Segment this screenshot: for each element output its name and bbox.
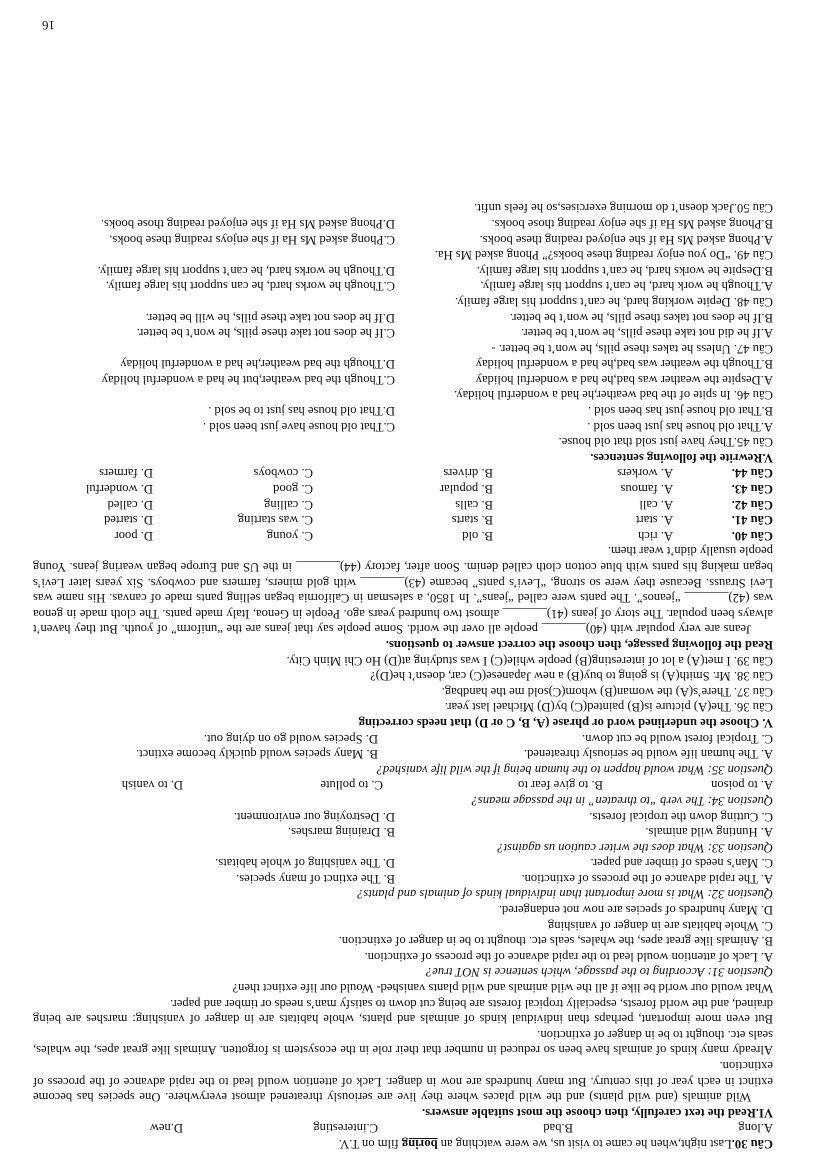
- option-b: B. The extinct of many species.: [236, 871, 395, 886]
- option-c: C.Though he works hard, he can support his large family.: [105, 279, 395, 294]
- option-a: A. Lack of attention would lead to the rapid advance of the process of extinction.: [364, 949, 773, 964]
- option-c: C. good: [273, 482, 313, 497]
- option-d: D. called: [107, 497, 153, 512]
- question-number: Câu 41.: [731, 513, 773, 528]
- option-c: C. young: [266, 528, 313, 543]
- q46-options-row-2: [33, 356, 773, 372]
- option-c: C. calling: [264, 497, 313, 512]
- option-a: A. rich: [638, 528, 673, 543]
- q40-options: [33, 527, 773, 543]
- question-33-stem: Question 33: What does the writer caution us against?: [497, 840, 773, 855]
- cloze-passage: Jeans are very popular with (40)_______ people all over the world. Some people say that jeans are the “uniform” of youth. But they haven’t always been popular. The story of jeans (41)_______ almost two hundred years ago. People in Genoa, Italy made pants. The cloth made in genoa was (42)_______ “jeanos”. The pants were called “jeans”. In 1850, a salesman in California began selling pants made of canvas. His name was Levi Strauss. Because they were so strong, “Levi’s pants” became (43)_______ with gold miners, farmers and cowboys. Six years later Levi’s began making his pants with blue cotton cloth called denim. Soon after, factory (44)_______ in the US and Europe began wearing jeans. Young people usually didn’t wear them.: [33, 544, 773, 637]
- q45-options-row-1: [33, 418, 773, 434]
- option-a: A.If he did not take these pills, he won’t be better.: [521, 326, 773, 341]
- question-number: Câu 43.: [731, 482, 773, 497]
- option-b: B. to give fear to: [518, 778, 603, 793]
- option-a: A.long: [738, 1121, 773, 1136]
- section-heading: Read the following passage, then choose the correct answer to questions.: [385, 638, 773, 652]
- section-heading: VI.Read the text carefully, then choose the most suitable answers.: [422, 1105, 773, 1120]
- option-c: C. was starting: [237, 513, 313, 528]
- option-b: B. calls: [455, 497, 493, 512]
- q41-options: [33, 512, 773, 528]
- question-number: Câu 44.: [731, 466, 773, 481]
- option-a: A. The human life would be seriously threatened.: [523, 747, 773, 762]
- option-b: B.If he does not takes these pills, he won’t be better.: [509, 310, 773, 325]
- error-question-39: Câu 39. I met(A) a lot of interesting(B) people while(C) I was studying at(D) Ho Chi Minh City.: [286, 653, 773, 668]
- option-d: D. Destroying our environment.: [233, 809, 395, 824]
- option-b: B. starts: [451, 513, 493, 528]
- question-text: Last night,when he came to visit us, we were watching an: [437, 1137, 732, 1151]
- passage-paragraph: But even more important, perhaps than individual kinds of animals and plants, whole habitats are in danger of vanishing: marshes are being drained, and the world forests, especially tropical forests are being cut down to satisfy man’s needs or timber and paper.: [33, 996, 773, 1027]
- question-30: [33, 1135, 773, 1151]
- passage-paragraph: [33, 1057, 773, 1104]
- option-c: C. to pollute: [320, 778, 383, 793]
- q43-options: [33, 480, 773, 496]
- error-question-37: Câu 37. There’s(A) the woman(B) whom(C)sold me the handbag.: [441, 684, 773, 699]
- option-b: B. Draining marshes.: [287, 825, 395, 840]
- option-d: D. The vanishing of whole habitats.: [215, 856, 395, 871]
- question-number: Câu 30.: [731, 1137, 773, 1151]
- option-a: A.Despite the weather was bad,he had a wonderful holiday: [475, 372, 773, 387]
- page-content: [33, 200, 773, 1151]
- underlined-word: boring: [401, 1137, 438, 1151]
- option-d: D.If he does not take these pills, he will be better.: [145, 310, 395, 325]
- q34-options: [33, 777, 773, 793]
- q48-options-row-1: [33, 278, 773, 294]
- passage-paragraph: What would our world be like if all the wild animals and wild plants vanished- Would our life extinct then?: [232, 981, 773, 996]
- passage-paragraph: Already many kinds of animals have been so reduced in number that their role in the ecosystem is forgotten. Animals like great apes, the whales, seals etc. thought to be in danger of extinction.: [33, 1027, 773, 1058]
- q44-options: [33, 465, 773, 481]
- option-d: D.Though the bad weather,he had a wonderful holiday: [120, 357, 395, 372]
- option-d: D.That old house has just to be sold .: [208, 404, 395, 419]
- section-heading: V.Rewrite the following sentences.: [590, 450, 773, 465]
- error-question-38: Câu 38. Mr. Smith(A) is going to buy(B) a new Japanese(C) car, doesn’t he(D)?: [370, 669, 773, 684]
- option-b: B.bad: [543, 1121, 573, 1136]
- question-46-stem: Câu 46. In spite of the bad weather,he had a wonderful holiday.: [453, 388, 773, 403]
- option-b: B. Many species would quickly become extinct.: [135, 747, 378, 762]
- option-d: D. Species would go on dying out.: [203, 731, 378, 746]
- option-c: C.If he does not take these pills, he won’t be better.: [136, 326, 395, 341]
- option-a: A. famous: [620, 482, 673, 497]
- option-a: A. Hunting wild animals.: [645, 825, 773, 840]
- q48-options-row-2: [33, 262, 773, 278]
- option-b: B.That old house just has been sold .: [587, 404, 773, 419]
- q33-options-row-1: [33, 824, 773, 840]
- option-c: C.Though the bad weather,but he had a wonderful holiday: [101, 372, 395, 387]
- option-b: B.Despite he works hard, he can’t support his large family.: [476, 263, 773, 278]
- option-c: C.That old house have just been sold .: [202, 419, 395, 434]
- option-d: D.Though he works hard, he can’t support his large family.: [97, 263, 395, 278]
- question-35-stem: Question 35: What would happen to the human being if the wild life vanished?: [376, 762, 773, 777]
- option-c: C. Tropical forest would be cut down.: [582, 731, 773, 746]
- q35-options-row-2: [33, 730, 773, 746]
- q45-options-row-2: [33, 403, 773, 419]
- option-a: A. call: [639, 497, 673, 512]
- option-d: D. poor: [114, 528, 153, 543]
- option-b: B. old: [462, 528, 493, 543]
- q35-options-row-1: [33, 746, 773, 762]
- q46-options-row-1: [33, 371, 773, 387]
- q49-options-row-2: [33, 215, 773, 231]
- question-47-stem: Câu 47. Unless he takes these pills, he won’t be better. -: [491, 341, 773, 356]
- error-question-36: Câu 36. The(A) picture is(B) painted(C) by(D) Michael last year.: [444, 700, 773, 715]
- option-c: C. Cutting down the tropical forests.: [589, 809, 773, 824]
- q33-options-row-2: [33, 808, 773, 824]
- option-b: B.Though the weather was bad,he had a wonderful holiday: [475, 357, 773, 372]
- option-d: D.new: [149, 1121, 183, 1136]
- option-a: A.That old house has just been sold .: [587, 419, 773, 434]
- option-b: B.Phong asked Ms Ha if she enjoy reading those books.: [491, 216, 773, 231]
- question-number: Câu 42.: [731, 497, 773, 512]
- question-32-stem: Question 32: What is more important than individual kinds of animals and plants?: [357, 887, 773, 902]
- option-c: C. cowboys: [253, 466, 313, 481]
- section-heading: V. Choose the underlined word or phrase (A, B, C or D) that needs correcting: [358, 715, 773, 730]
- option-a: A.Though he work hard, he can’t support his large family.: [480, 279, 773, 294]
- question-text: film on T.V.: [338, 1137, 402, 1151]
- option-d: D. farmers: [99, 466, 153, 481]
- question-number: Câu 40.: [731, 528, 773, 543]
- option-b: B. popular: [439, 482, 493, 497]
- page-number: 16: [42, 18, 55, 33]
- q49-options-row-1: [33, 231, 773, 247]
- option-d: D. started: [104, 513, 153, 528]
- option-c: C. Whole habitats are in danger of vanishing: [548, 918, 773, 933]
- option-b: B. drivers: [443, 466, 493, 481]
- q32-options-row-1: [33, 870, 773, 886]
- option-d: D. Many hundreds of species are now not endangered.: [498, 903, 773, 918]
- q30-options: [33, 1120, 773, 1136]
- option-b: B. Animals like great apes, the whales, seals etc. thought to be in danger of extinction.: [338, 934, 773, 949]
- question-34-stem: Question 34: The verb “to threaten” in the passage means?: [471, 793, 773, 808]
- q47-options-row-1: [33, 325, 773, 341]
- option-d: D. wonderful: [85, 482, 153, 497]
- option-a: A. The rapid advance of the process of extinction.: [521, 871, 773, 886]
- question-48-stem: Câu 48. Depite working hard, he can’t support his large family.: [454, 294, 773, 309]
- q47-options-row-2: [33, 309, 773, 325]
- option-c: C.interesting: [313, 1121, 378, 1136]
- question-45-stem: Câu 45.They have just sold that old house.: [558, 435, 773, 450]
- option-a: A. workers: [617, 466, 673, 481]
- option-d: D.Phong asked Ms Ha if she enjoyed reading those books.: [100, 216, 395, 231]
- q32-options-row-2: [33, 855, 773, 871]
- option-a: A. to poison: [711, 778, 773, 793]
- paragraph-text: Wild animals (and wild plants) and the wild places where they live are seriously threatened almost everywhere. One species has become extinct in each year of this century. But many hundreds are now in danger. Lack of attention would lead to the rapid advance of the process of extinction.: [33, 1059, 773, 1105]
- option-a: A.Phong asked Ms Ha if she enjoyed reading these books.: [479, 232, 773, 247]
- option-d: D. to vanish: [121, 778, 183, 793]
- question-49-stem: Câu 49. “Do you enjoy reading these books?” Phong asked Ms Ha.: [434, 248, 773, 263]
- question-50-stem: Câu 50.Jack doesn’t do morning exercises,so he feels unfit.: [474, 201, 773, 216]
- option-a: A. start: [635, 513, 673, 528]
- option-c: C.Phong asked Ms Ha if she enjoys reading these books.: [109, 232, 395, 247]
- q42-options: [33, 496, 773, 512]
- question-31-stem: Question 31: According to the passage, which sentence is NOT true?: [425, 965, 773, 980]
- option-c: C. Man’s needs of timber and paper.: [590, 856, 773, 871]
